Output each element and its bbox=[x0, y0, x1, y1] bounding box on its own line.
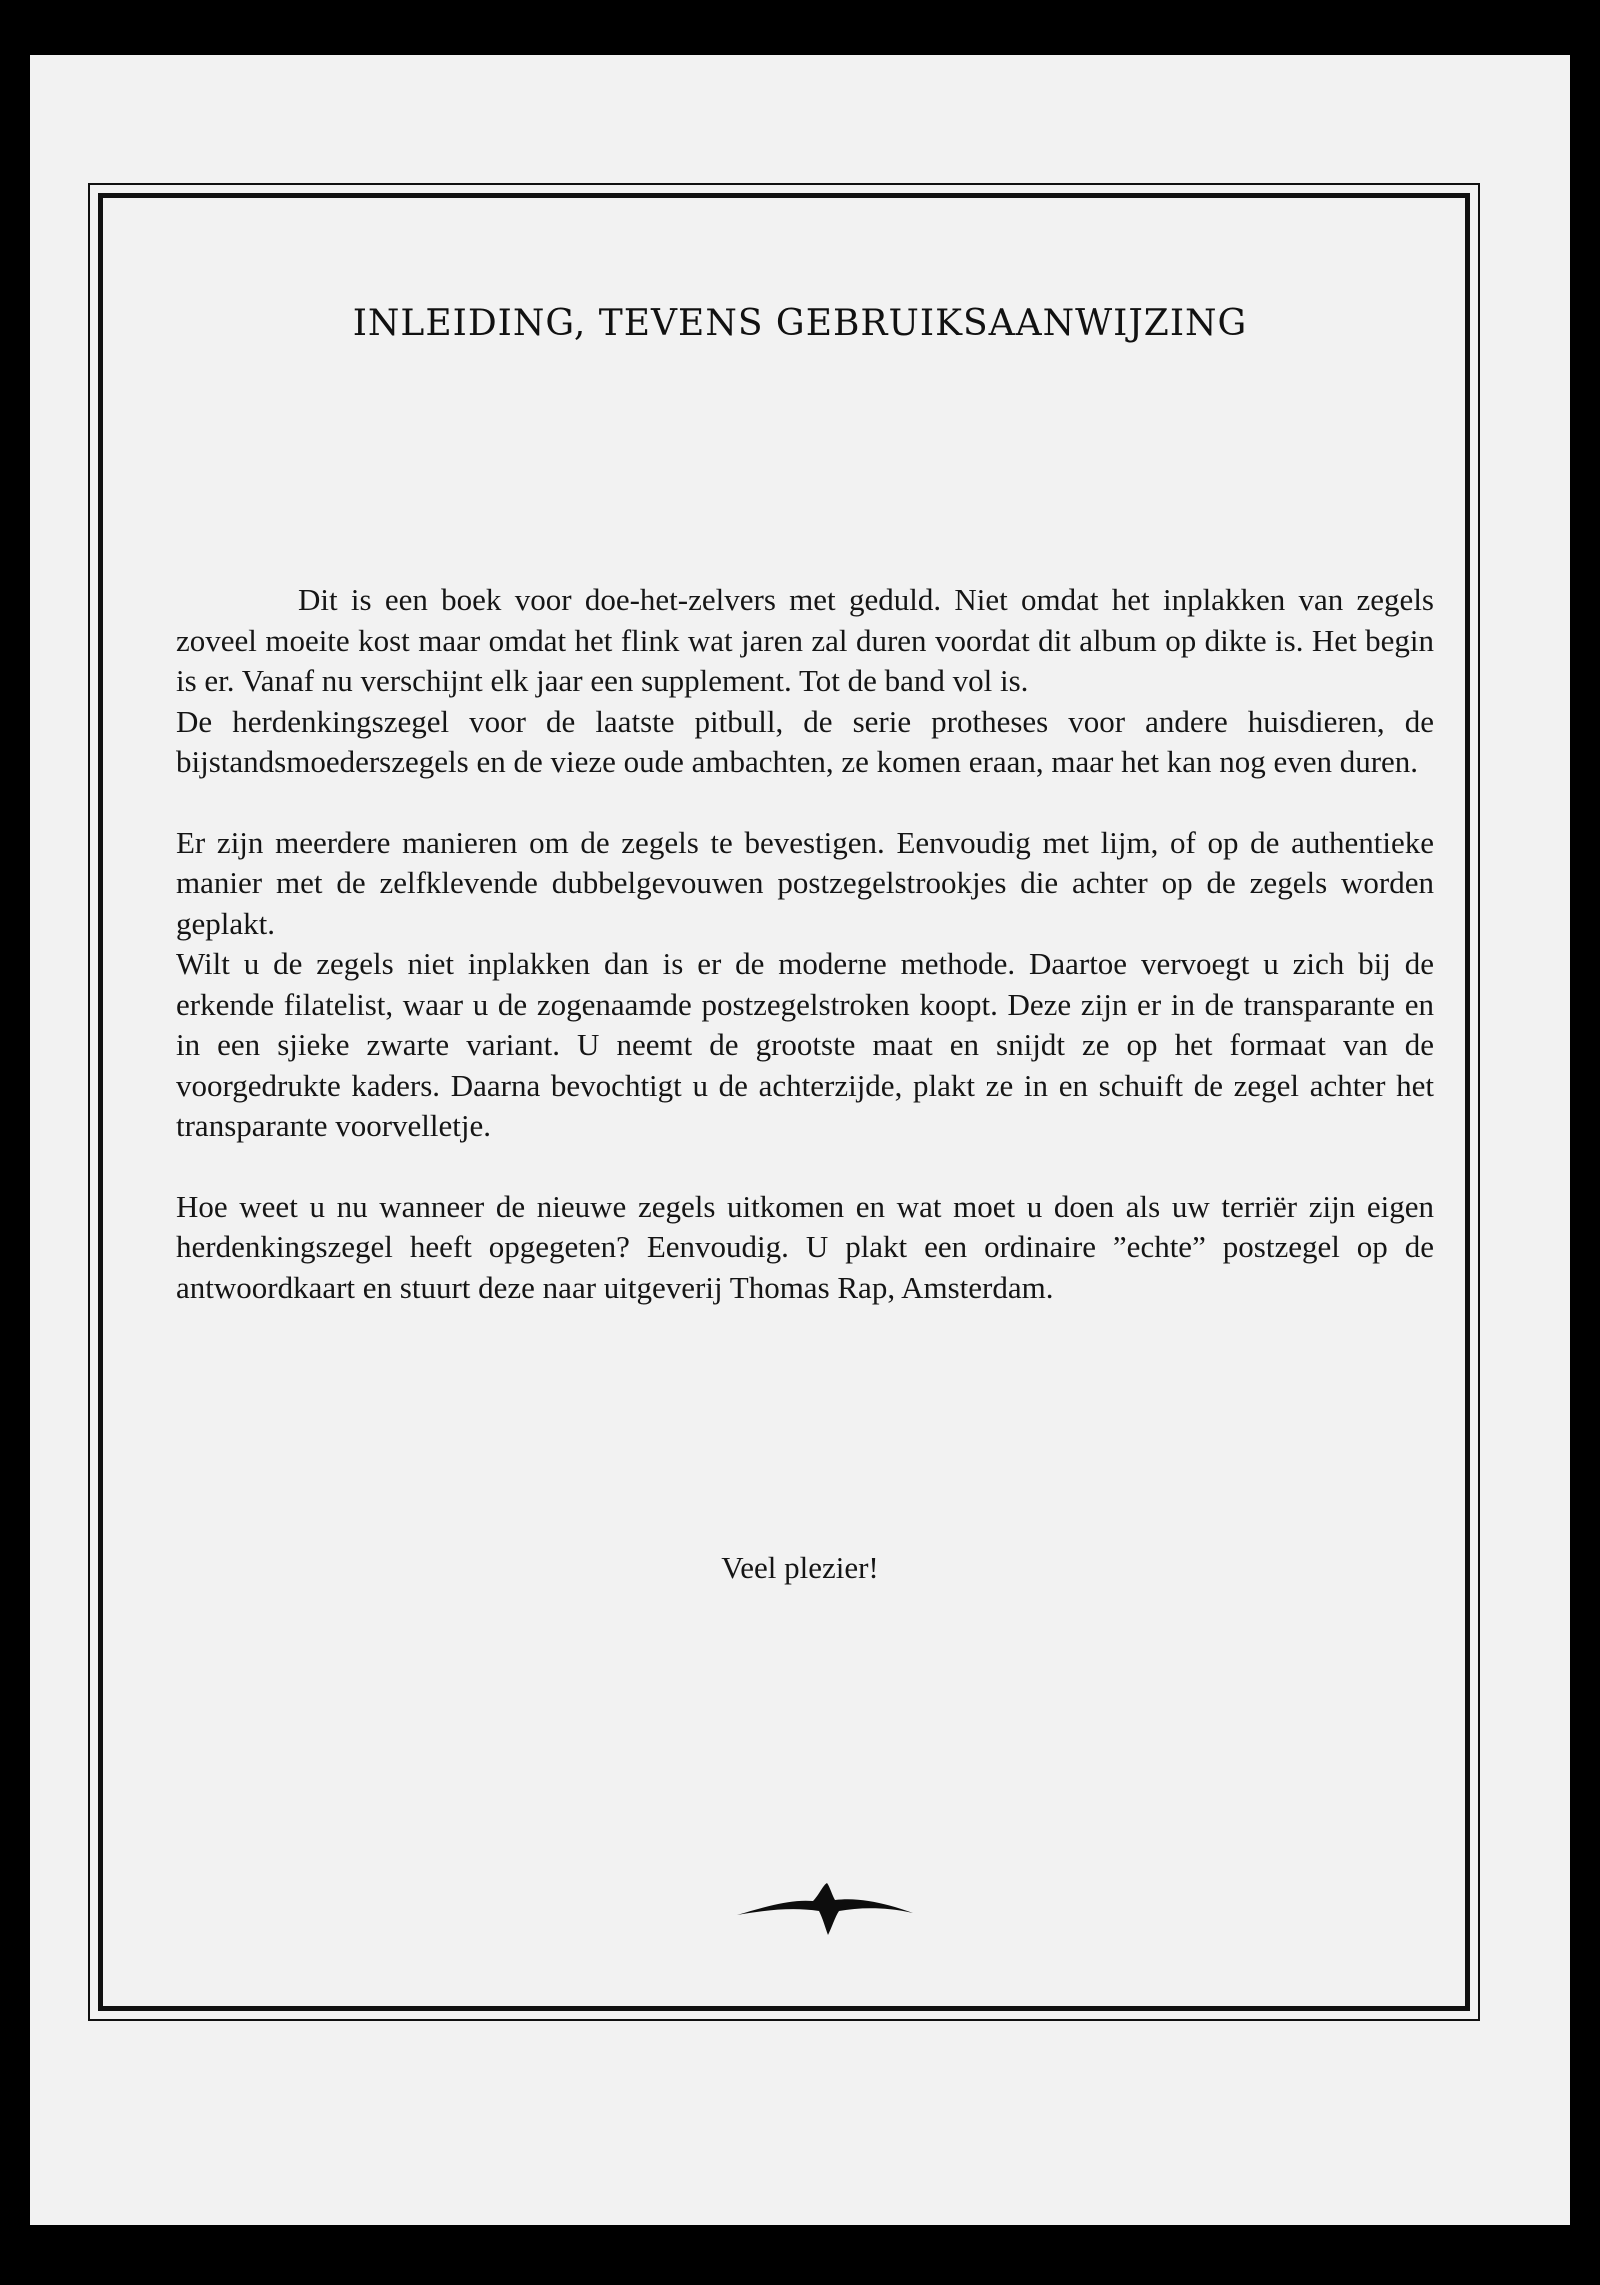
paragraph-upcoming-stamps: De herdenkingszegel voor de laatste pitbull, de serie protheses voor andere huisdieren, de bijstandsmoederszegels en de vieze oude ambachten, ze komen eraan, maar het kan nog even duren. bbox=[176, 703, 1434, 779]
paragraph-modern-method: Wilt u de zegels niet inplakken dan is er de moderne methode. Daartoe vervoegt u zich bij de erkende filatelist, waar u de zogenaamde postzegelstroken koopt. Deze zijn er in de transparante en in een sjieke zwarte variant. U neemt de grootste maat en snijdt ze op het formaat van de voorgedrukte kaders. Daarna bevochtigt u de achterzijde, plakt ze in en schuift de zegel achter het transparante voorvelletje. bbox=[176, 946, 1434, 1143]
body-text bbox=[176, 580, 1434, 1308]
closing-line: Veel plezier! bbox=[721, 1550, 879, 1585]
paragraph-mounting-methods: Er zijn meerdere manieren om de zegels te bevestigen. Eenvoudig met lijm, of op de authentieke manier met de zelfklevende dubbelgevouwen postzegelstrookjes die achter op de zegels worden geplakt. bbox=[176, 824, 1434, 941]
bird-icon bbox=[735, 1877, 915, 1937]
paragraph-new-stamps: Hoe weet u nu wanneer de nieuwe zegels uitkomen en wat moet u doen als uw terriër zijn eigen herdenkingszegel heeft opgegeten? Eenvoudig. U plakt een ordinaire ”echte” postzegel op de antwoordkaart en stuurt deze naar uitgeverij Thomas Rap, Amsterdam. bbox=[176, 1188, 1434, 1305]
page-title: INLEIDING, TEVENS GEBRUIKSAANWIJZING bbox=[352, 303, 1248, 344]
paragraph-intro: Dit is een boek voor doe-het-zelvers met geduld. Niet omdat het inplakken van zegels zoveel moeite kost maar omdat het flink wat jaren zal duren voordat dit album op dikte is. Het begin is er. Vanaf nu verschijnt elk jaar een supplement. Tot de band vol is. bbox=[176, 582, 1434, 698]
book-page bbox=[30, 55, 1570, 2225]
